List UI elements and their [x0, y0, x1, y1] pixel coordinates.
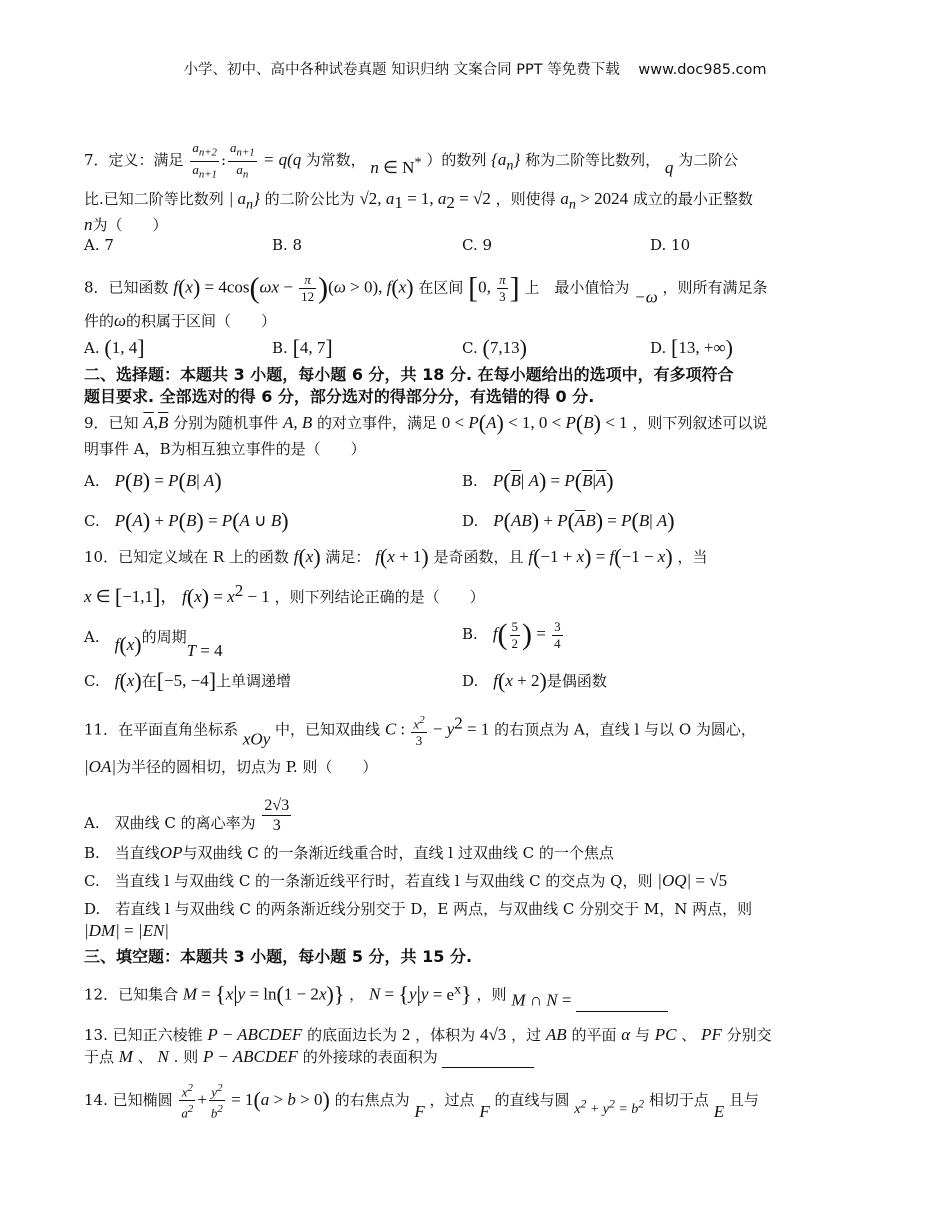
q11-option-d-line2: |DM| = |EN|	[84, 921, 169, 940]
q8-option-b[interactable]: B. [4, 7]	[272, 335, 333, 360]
header-url[interactable]: www.doc985.com	[638, 62, 767, 78]
q10-option-b[interactable]: B. f( $\frac{5}{2}$ ) = $\frac{3}{4}$	[462, 618, 561, 651]
q9-option-b[interactable]: B. $P(\overline{B}|$ $A) = P(\overline{B}|\overline{A})$	[462, 468, 614, 493]
q8-line1: 8．已知函数 f(x) = 4cos(ωx − $\frac{\pi}{12}$ )(ω > 0), f(x) 在区间 [0, $\frac{\pi}{3}$ ] 上 最小值恰为 −ω ，则所有满足条	[84, 271, 768, 307]
q9-options-row2	[84, 508, 884, 533]
q7-option-a[interactable]: A. 7	[84, 236, 114, 254]
q11-option-a[interactable]: A. 双曲线 C 的离心率为 $\frac{2√3}{3}$	[84, 797, 290, 834]
q12-answer-blank[interactable]	[576, 997, 668, 1012]
q10-line2: x ∈ [−1,1]， $f(x) = x^2 - 1$ ，则下列结论正确的是（ ）	[84, 581, 485, 609]
q10-line1: 10．已知定义域在 R 上的函数 f(x) 满足： f(x + 1) 是奇函数，且 f(−1 + x) = f(−1 − x) ，当	[84, 544, 708, 569]
q11-option-c[interactable]: C. 当直线 l 与双曲线 C 的一条渐近线平行时，若直线 l 与双曲线 C 的交点为 Q，则 |OQ| = √5	[84, 871, 728, 890]
q7-option-b[interactable]: B. 8	[272, 236, 303, 254]
page-header	[0, 58, 950, 79]
q8-line2: 件的ω的积属于区间（ ）	[84, 311, 277, 330]
q11-line2: |OA|为半径的圆相切，切点为 P. 则（ ）	[84, 757, 378, 776]
q7-option-d[interactable]: D. 10	[650, 236, 691, 254]
q7-option-c[interactable]: C. 9	[462, 236, 493, 254]
q9-line2: 明事件 A，B为相互独立事件的是（ ）	[84, 440, 366, 458]
q8-option-d[interactable]: D. [13, +∞)	[650, 335, 733, 360]
section-2-heading: 二、选择题：本题共 3 小题，每小题 6 分，共 18 分. 在每小题给出的选项中，有多项符合	[84, 365, 734, 384]
q7-options	[84, 236, 884, 258]
q13-line2: 于点 M 、 N . 则 P − ABCDEF 的外接球的表面积为	[84, 1046, 874, 1068]
q13-answer-blank[interactable]	[442, 1053, 534, 1068]
q11-option-b[interactable]: B. 当直线OP与双曲线 C 的一条渐近线重合时，直线 l 过双曲线 C 的一个焦点	[84, 843, 614, 862]
section-2-heading-line2: 题目要求. 全部选对的得 6 分，部分选对的得部分分，有选错的得 0 分.	[84, 387, 595, 406]
q9-line1: 9．已知 $\overline{A},\overline{B}$ 分别为随机事件 A, B 的对立事件，满足 0 < P(A) < 1, 0 < P(B) < 1 ，则下列叙述可以说	[84, 410, 768, 435]
q13-line1: 13. 已知正六棱锥 P − ABCDEF 的底面边长为 2 ，体积为 4√3 ，过 AB 的平面 α 与 PC 、 PF 分别交	[84, 1025, 772, 1044]
q8-option-c[interactable]: C. (7,13)	[462, 335, 527, 360]
q12-line: 12．已知集合 M = {x|y = ln(1 − 2x)} ， $N = \{y|y = e^x\}$ ，则 M ∩ N =	[84, 978, 874, 1012]
q10-options-row2	[84, 668, 884, 693]
section-3-heading: 三、填空题：本题共 3 小题，每小题 5 分，共 15 分.	[84, 947, 473, 966]
q7-line3: n为（ ）	[84, 215, 168, 234]
q9-option-d[interactable]: D. $P(AB) + P(\overline{A}B) = P(B|$ A)	[462, 508, 675, 533]
q10-option-a[interactable]: A. f(x)的周期T = 4	[84, 628, 223, 660]
q7-fraction-2: $\frac{a_{n+1}}{a_n}$	[230, 140, 255, 181]
q10-option-c[interactable]: C. f(x)在[−5, −4]上单调递增	[84, 668, 292, 693]
q9-options-row1	[84, 468, 884, 493]
q11-line1: 11．在平面直角坐标系 xOy 中，已知双曲线 C : $\frac{x^2}{3}$ − $y^2 = 1$ 的右顶点为 A，直线 l 与以 O 为圆心，	[84, 713, 756, 749]
q9-option-a[interactable]: A. P(B) = P(B| A)	[84, 468, 222, 493]
q14-line: 14. 已知椭圆 $\frac{x^2}{a^2}$ + $\frac{y^2}{b^2}$ = 1(a > b > 0) 的右焦点为 F ，过点 F 的直线与圆 $x^2 + y^2 = b^2$ 相切于点 E 且与	[84, 1082, 759, 1121]
q7-line2: 比.已知二阶等比数列 | $a_n$} 的二阶公比为 √2, $a_1 = 1$, $a_2 = √2$ ，则使得 $a_n > 2024$ 成立的最小正整数	[84, 189, 753, 213]
header-text: 小学、初中、高中各种试卷真题 知识归纳 文案合同 PPT 等免费下载	[183, 62, 620, 78]
q8-options	[84, 335, 884, 360]
q9-option-c[interactable]: C. P(A) + P(B) = P(A ∪ B)	[84, 508, 289, 533]
q10-option-d[interactable]: D. f(x + 2)是偶函数	[462, 668, 607, 693]
q7-fraction-1: $\frac{a_{n+2}}{a_{n+1}}$	[192, 140, 217, 181]
q11-option-d[interactable]: D. 若直线 l 与双曲线 C 的两条渐近线分别交于 D，E 两点，与双曲线 C 分别交于 M，N 两点，则	[84, 900, 753, 918]
q8-option-a[interactable]: A. (1, 4]	[84, 335, 145, 360]
q10-options-row1	[84, 618, 884, 660]
q7-line1: 7．定义：满足 $\frac{a_{n+2}}{a_{n+1}}$ : $\frac{a_{n+1}}{a_n}$ = q(q 为常数， n ∈ N* ）的数列 $\{a_n\}$ 称为二阶等比数列， q 为二阶公	[84, 140, 739, 181]
